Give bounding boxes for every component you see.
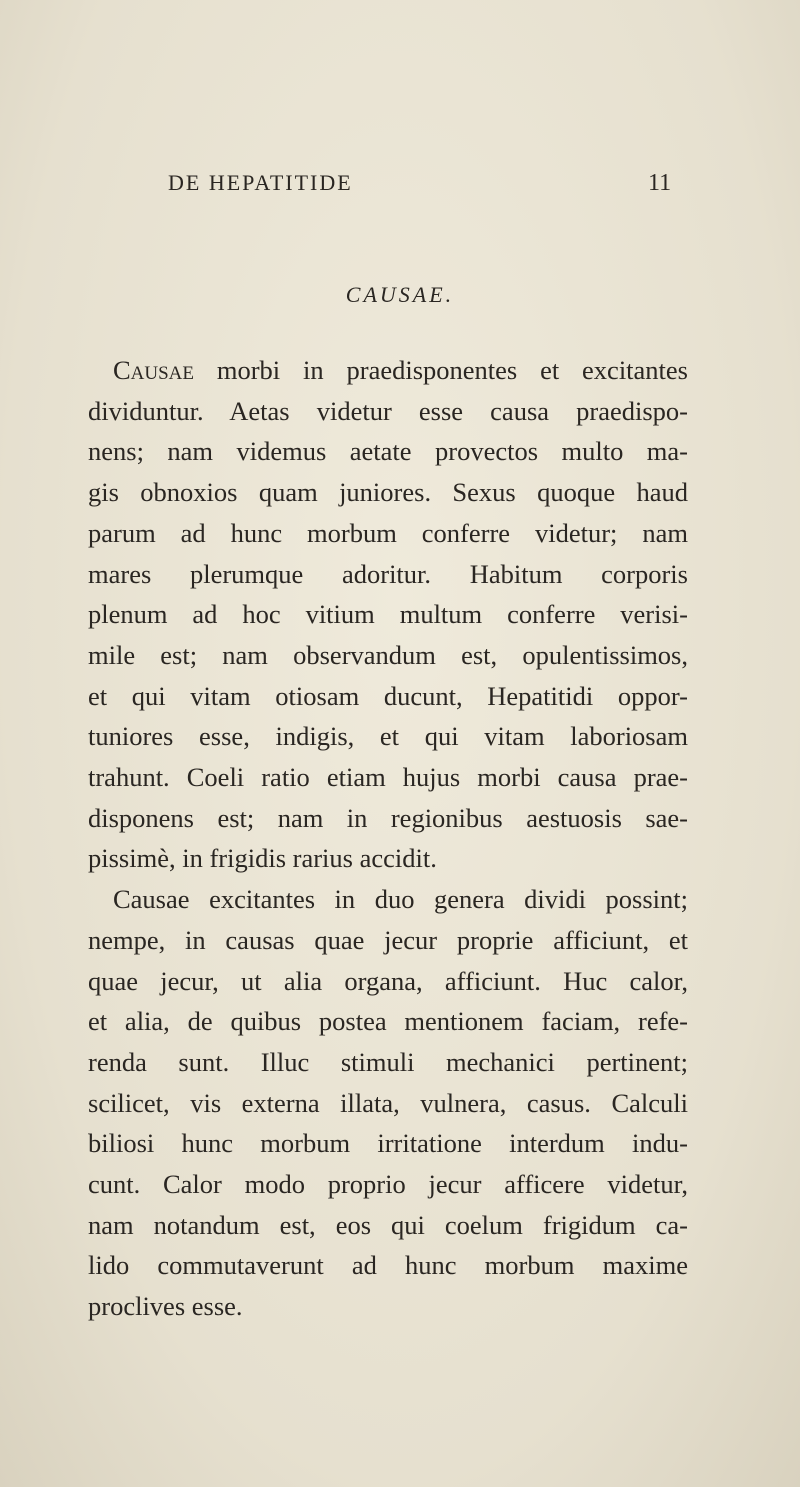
paragraph-2-line: et alia, de quibus postea mentionem faciam, refe- xyxy=(88,1006,688,1037)
paragraph-2-line: nam notandum est, eos qui coelum frigidum ca- xyxy=(88,1209,688,1240)
paragraph-2-line: nempe, in causas quae jecur proprie afficiunt, et xyxy=(88,924,688,955)
paragraph-1-line: pissimè, in frigidis rarius accidit. xyxy=(88,843,437,874)
paragraph-1-line: mile est; nam observandum est, opulentissimos, xyxy=(88,639,688,670)
paragraph-1-line: mares plerumque adoritur. Habitum corporis xyxy=(88,558,688,589)
paragraph-1-first-word: Causae xyxy=(113,355,195,385)
paragraph-1-line: disponens est; nam in regionibus aestuosis sae- xyxy=(88,802,688,833)
paragraph-1-line: gis obnoxios quam juniores. Sexus quoque haud xyxy=(88,477,688,508)
paragraph-2-line: cunt. Calor modo proprio jecur afficere videtur, xyxy=(88,1169,688,1200)
running-head xyxy=(0,170,800,200)
paragraph-1-line: dividuntur. Aetas videtur esse causa praedispo- xyxy=(88,395,688,426)
paragraph-2-line: biliosi hunc morbum irritatione interdum indu- xyxy=(88,1128,688,1159)
paragraph-2-line: renda sunt. Illuc stimuli mechanici pertinent; xyxy=(88,1046,688,1077)
paragraph-2-line: quae jecur, ut alia organa, afficiunt. Huc calor, xyxy=(88,965,688,996)
page-number: 11 xyxy=(648,170,672,196)
paragraph-1-first-line-rest: morbi in praedisponentes et excitantes xyxy=(216,355,688,385)
body-text xyxy=(88,350,688,1327)
running-title: DE HEPATITIDE xyxy=(168,170,353,195)
paragraph-1-line: et qui vitam otiosam ducunt, Hepatitidi oppor- xyxy=(88,680,688,711)
paragraph-2-line: proclives esse. xyxy=(88,1291,243,1322)
paragraph-1-line-1 xyxy=(88,350,688,391)
paragraph-2-line: scilicet, vis externa illata, vulnera, casus. Calculi xyxy=(88,1087,688,1118)
section-heading: CAUSAE. xyxy=(345,282,455,307)
paragraph-1-line: trahunt. Coeli ratio etiam hujus morbi causa prae- xyxy=(88,762,688,793)
paragraph-2-line: Causae excitantes in duo genera dividi possint; xyxy=(113,884,688,915)
paragraph-2-line: lido commutaverunt ad hunc morbum maxime xyxy=(88,1250,688,1281)
paragraph-1-line: tuniores esse, indigis, et qui vitam laboriosam xyxy=(88,721,688,752)
paragraph-1-line: parum ad hunc morbum conferre videtur; nam xyxy=(88,517,688,548)
paragraph-1-line: nens; nam videmus aetate provectos multo ma- xyxy=(88,436,688,467)
paragraph-1-line: plenum ad hoc vitium multum conferre verisi- xyxy=(88,599,688,630)
